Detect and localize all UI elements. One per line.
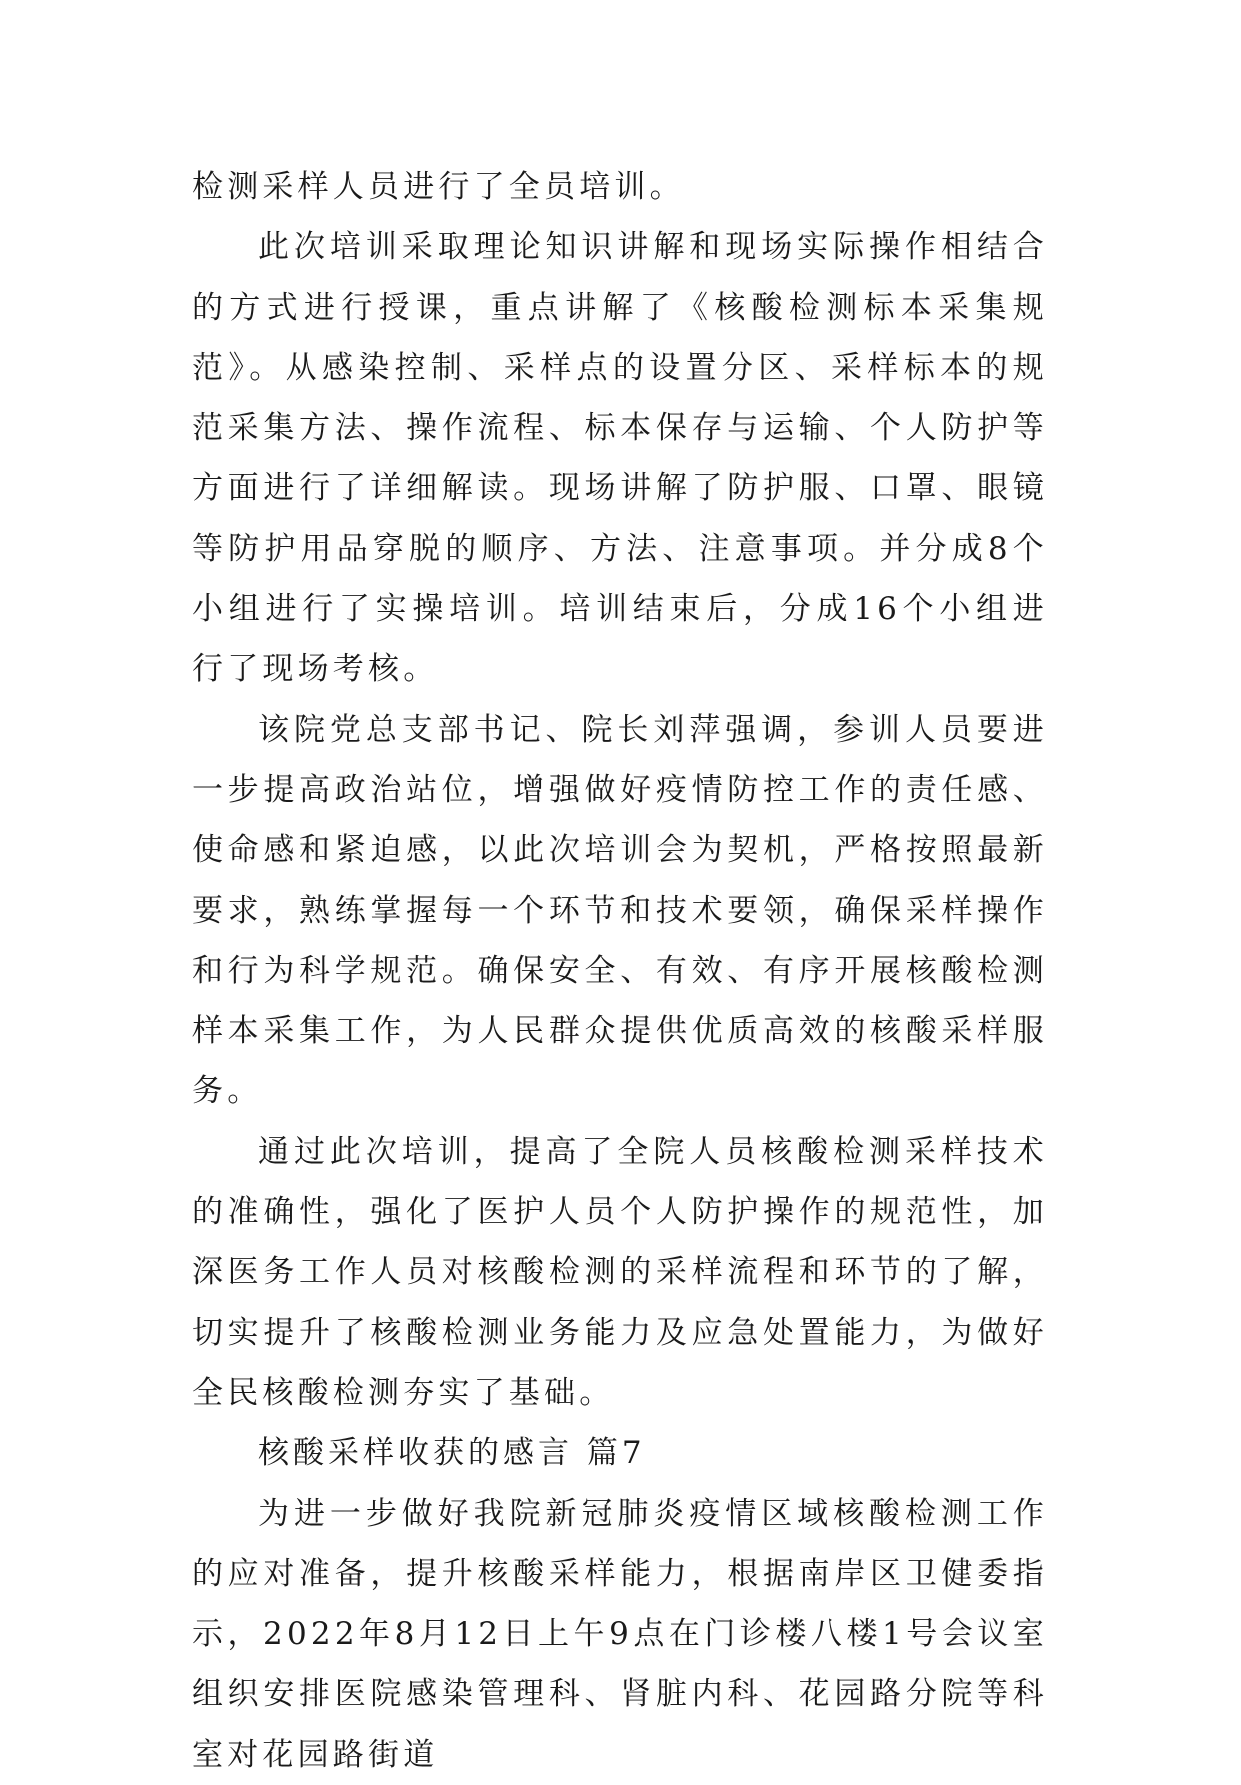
paragraph-training-method: 此次培训采取理论知识讲解和现场实际操作相结合的方式进行授课，重点讲解了《核酸检测标本采集规范》。从感染控制、采样点的设置分区、采样标本的规范采集方法、操作流程、标本保存与运输、个人防护等方面进行了详细解读。现场讲解了防护服、口罩、眼镜等防护用品穿脱的顺序、方法、注意事项。并分成8个小组进行了实操培训。培训结束后，分成16个小组进行了现场考核。 xyxy=(192,229,1048,688)
document-body xyxy=(192,157,1048,1785)
paragraph-section-intro: 为进一步做好我院新冠肺炎疫情区域核酸检测工作的应对准备，提升核酸采样能力，根据南岸区卫健委指示，2022年8月12日上午9点在门诊楼八楼1号会议室组织安排医院感染管理科、肾脏内科、花园路分院等科室对花园路街道 xyxy=(192,1495,1048,1773)
paragraph-training-outcome: 通过此次培训，提高了全院人员核酸检测采样技术的准确性，强化了医护人员个人防护操作的规范性，加深医务工作人员对核酸检测的采样流程和环节的了解，切实提升了核酸检测业务能力及应急处置能力，为做好全民核酸检测夯实了基础。 xyxy=(192,1133,1048,1411)
paragraph-continuation: 检测采样人员进行了全员培训。 xyxy=(192,169,685,205)
paragraph-director-remarks: 该院党总支部书记、院长刘萍强调，参训人员要进一步提高政治站位，增强做好疫情防控工作的责任感、使命感和紧迫感，以此次培训会为契机，严格按照最新要求，熟练掌握每一个环节和技术要领，确保采样操作和行为科学规范。确保安全、有效、有序开展核酸检测样本采集工作，为人民群众提供优质高效的核酸采样服务。 xyxy=(192,711,1048,1110)
section-heading: 核酸采样收获的感言 篇7 xyxy=(258,1435,646,1472)
